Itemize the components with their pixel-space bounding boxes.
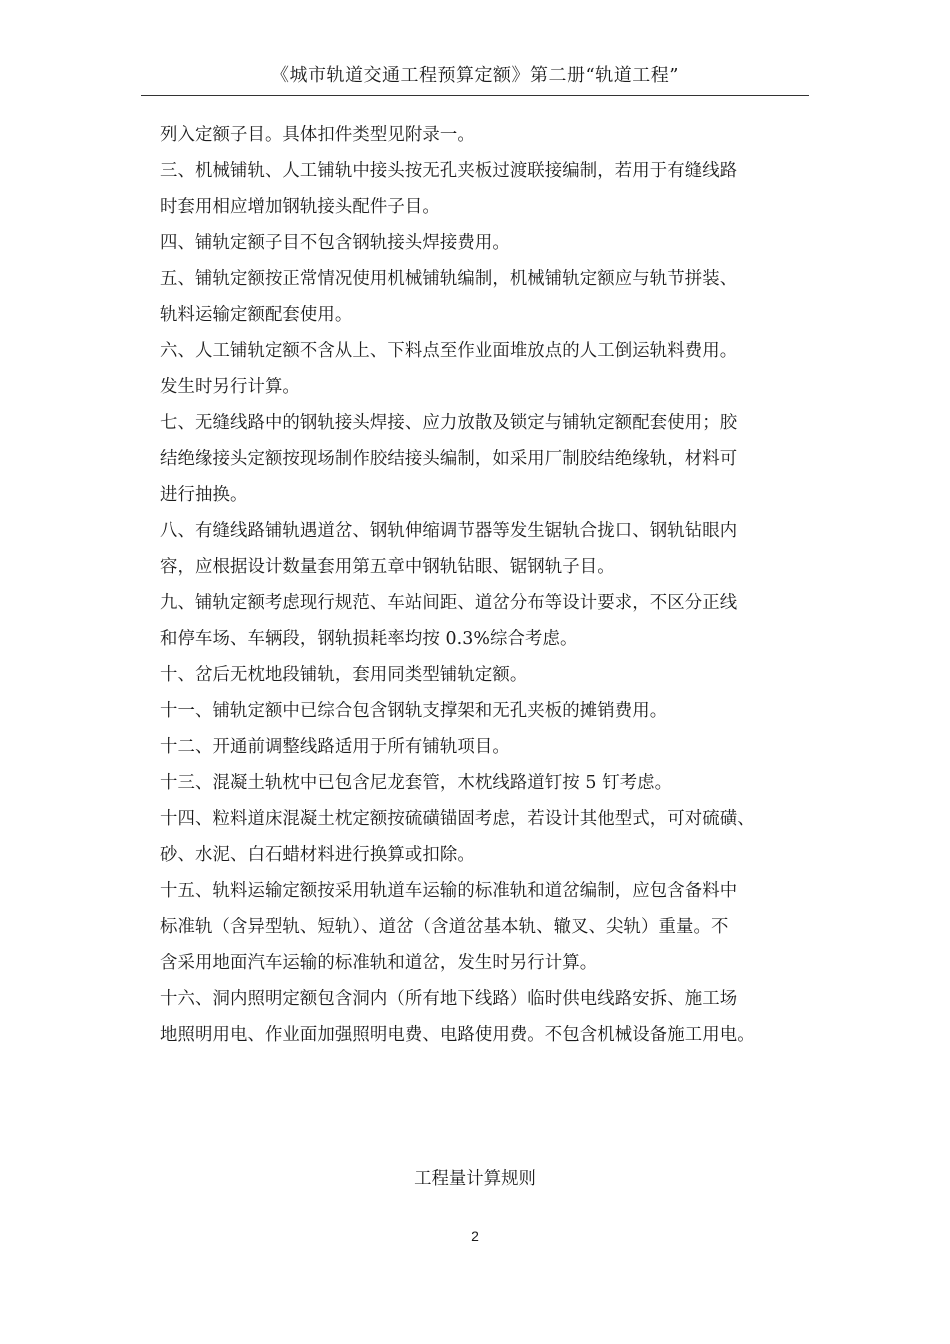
text-line: 五、铺轨定额按正常情况使用机械铺轨编制，机械铺轨定额应与轨节拼装、 bbox=[160, 269, 738, 289]
text-line: 含采用地面汽车运输的标准轨和道岔，发生时另行计算。 bbox=[160, 953, 598, 973]
text-line: 十、岔后无枕地段铺轨，套用同类型铺轨定额。 bbox=[160, 665, 528, 685]
text-line: 砂、水泥、白石蜡材料进行换算或扣除。 bbox=[160, 845, 475, 865]
text-line: 标准轨（含异型轨、短轨）、道岔（含道岔基本轨、辙叉、尖轨）重量。不 bbox=[160, 917, 729, 937]
body-text bbox=[160, 117, 800, 1053]
text-line: 和停车场、车辆段，钢轨损耗率均按 0.3%综合考虑。 bbox=[160, 629, 578, 649]
text-line: 轨料运输定额配套使用。 bbox=[160, 305, 353, 325]
text-line: 地照明用电、作业面加强照明电费、电路使用费。不包含机械设备施工用电。 bbox=[160, 1025, 755, 1045]
header-divider bbox=[141, 95, 809, 96]
text-line: 时套用相应增加钢轨接头配件子目。 bbox=[160, 197, 440, 217]
text-line: 九、铺轨定额考虑现行规范、车站间距、道岔分布等设计要求，不区分正线 bbox=[160, 593, 738, 613]
text-line: 容，应根据设计数量套用第五章中钢轨钻眼、锯钢轨子目。 bbox=[160, 557, 615, 577]
text-line: 进行抽换。 bbox=[160, 485, 248, 505]
text-line: 四、铺轨定额子目不包含钢轨接头焊接费用。 bbox=[160, 233, 510, 253]
text-line: 三、机械铺轨、人工铺轨中接头按无孔夹板过渡联接编制，若用于有缝线路 bbox=[160, 161, 738, 181]
text-line: 列入定额子目。具体扣件类型见附录一。 bbox=[160, 125, 475, 145]
running-header: 《城市轨道交通工程预算定额》第二册“轨道工程” bbox=[271, 65, 679, 86]
text-line: 十一、铺轨定额中已综合包含钢轨支撑架和无孔夹板的摊销费用。 bbox=[160, 701, 668, 721]
text-line: 十三、混凝土轨枕中已包含尼龙套管，木枕线路道钉按 5 钉考虑。 bbox=[160, 773, 673, 793]
text-line: 十五、轨料运输定额按采用轨道车运输的标准轨和道岔编制，应包含备料中 bbox=[160, 881, 738, 901]
text-line: 十六、洞内照明定额包含洞内（所有地下线路）临时供电线路安拆、施工场 bbox=[160, 989, 738, 1009]
text-line: 八、有缝线路铺轨遇道岔、钢轨伸缩调节器等发生锯轨合拢口、钢轨钻眼内 bbox=[160, 521, 738, 541]
text-line: 结绝缘接头定额按现场制作胶结接头编制，如采用厂制胶结绝缘轨，材料可 bbox=[160, 449, 738, 469]
text-line: 十四、粒料道床混凝土枕定额按硫磺锚固考虑，若设计其他型式，可对硫磺、 bbox=[160, 809, 755, 829]
section-title: 工程量计算规则 bbox=[414, 1169, 536, 1189]
text-line: 六、人工铺轨定额不含从上、下料点至作业面堆放点的人工倒运轨料费用。 bbox=[160, 341, 738, 361]
text-line: 发生时另行计算。 bbox=[160, 377, 300, 397]
text-line: 七、无缝线路中的钢轨接头焊接、应力放散及锁定与铺轨定额配套使用；胶 bbox=[160, 413, 738, 433]
text-line: 十二、开通前调整线路适用于所有铺轨项目。 bbox=[160, 737, 510, 757]
page-number: 2 bbox=[471, 1228, 479, 1244]
